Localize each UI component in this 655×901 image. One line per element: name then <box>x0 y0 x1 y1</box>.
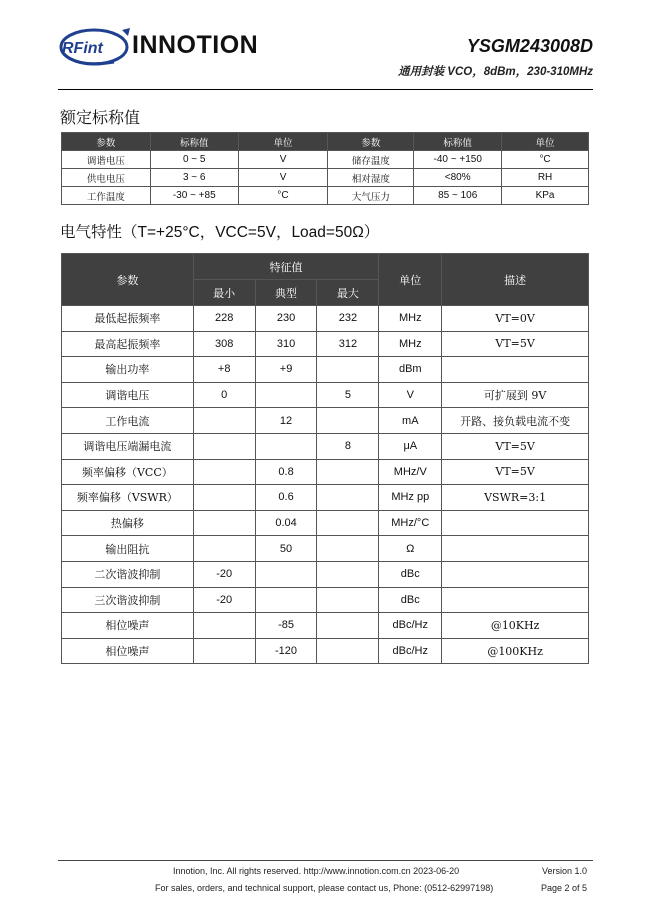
column-header: 参数 <box>62 133 151 151</box>
table-cell: +8 <box>193 357 255 383</box>
table-cell <box>193 485 255 511</box>
table-cell: dBc <box>379 587 442 613</box>
rated-values-table <box>61 132 589 205</box>
table-cell <box>317 408 379 434</box>
table-cell: 三次谐波抑制 <box>62 587 194 613</box>
table-row <box>62 187 589 205</box>
table-cell: 3 ~ 6 <box>150 169 238 187</box>
electrical-table-body <box>62 306 589 664</box>
table-cell: 0.8 <box>255 459 317 485</box>
table-row <box>62 408 589 434</box>
table-cell: 工作电流 <box>62 408 194 434</box>
table-row <box>62 510 589 536</box>
table-cell: 228 <box>193 306 255 332</box>
table-cell: VT=5V <box>442 331 589 357</box>
table-cell: V <box>379 382 442 408</box>
table-cell <box>193 433 255 459</box>
table-header-row <box>62 133 589 151</box>
table-cell: <80% <box>414 169 502 187</box>
column-header: 标称值 <box>150 133 238 151</box>
table-row <box>62 459 589 485</box>
column-header: 特征值 <box>193 254 379 280</box>
table-cell <box>442 561 589 587</box>
table-cell <box>317 510 379 536</box>
table-cell: MHz/°C <box>379 510 442 536</box>
table-cell: 12 <box>255 408 317 434</box>
table-cell: -20 <box>193 587 255 613</box>
table-row <box>62 638 589 664</box>
table-cell: dBm <box>379 357 442 383</box>
column-header: 最小 <box>193 280 255 306</box>
table-cell: VT=0V <box>442 306 589 332</box>
table-cell: 50 <box>255 536 317 562</box>
table-cell: 输出阻抗 <box>62 536 194 562</box>
footer-copyright: Innotion, Inc. All rights reserved. http://www.innotion.com.cn 2023-06-20 <box>173 866 460 876</box>
table-cell <box>317 536 379 562</box>
footer-contact: For sales, orders, and technical support, please contact us, Phone: (0512-62997198) <box>155 883 494 893</box>
table-cell: 二次谐波抑制 <box>62 561 194 587</box>
table-cell: 相对湿度 <box>328 169 414 187</box>
table-cell <box>193 459 255 485</box>
table-cell <box>442 510 589 536</box>
column-header: 单位 <box>502 133 589 151</box>
table-cell: MHz <box>379 331 442 357</box>
table-cell <box>255 382 317 408</box>
table-cell: 310 <box>255 331 317 357</box>
column-header: 典型 <box>255 280 317 306</box>
table-cell <box>317 561 379 587</box>
table-cell <box>442 536 589 562</box>
table-cell <box>317 485 379 511</box>
table-cell: RH <box>502 169 589 187</box>
table-cell: 0.04 <box>255 510 317 536</box>
table-cell: 230 <box>255 306 317 332</box>
table-cell: VT=5V <box>442 433 589 459</box>
column-header: 描述 <box>442 254 589 306</box>
table-cell <box>317 459 379 485</box>
table-cell: 最高起振频率 <box>62 331 194 357</box>
table-cell <box>193 510 255 536</box>
table-row <box>62 536 589 562</box>
rated-values-title: 额定标称值 <box>60 110 141 127</box>
table-row <box>62 587 589 613</box>
table-cell <box>317 587 379 613</box>
table-cell <box>317 357 379 383</box>
table-cell <box>255 433 317 459</box>
table-row <box>62 306 589 332</box>
table-cell: MHz/V <box>379 459 442 485</box>
table-cell <box>317 638 379 664</box>
column-header: 参数 <box>62 254 194 306</box>
table-cell: Ω <box>379 536 442 562</box>
table-cell: μA <box>379 433 442 459</box>
table-row <box>62 357 589 383</box>
electrical-characteristics-table <box>61 253 589 664</box>
table-row <box>62 485 589 511</box>
table-cell: dBc/Hz <box>379 613 442 639</box>
footer-page-number: Page 2 of 5 <box>540 883 587 893</box>
table-cell: 开路、接负载电流不变 <box>442 408 589 434</box>
svg-text:RFint: RFint <box>62 40 103 57</box>
table-cell: VSWR=3:1 <box>442 485 589 511</box>
column-header: 单位 <box>379 254 442 306</box>
table-cell: °C <box>238 187 328 205</box>
table-row <box>62 382 589 408</box>
table-cell: 供电电压 <box>62 169 151 187</box>
column-header: 单位 <box>238 133 328 151</box>
table-cell: 输出功率 <box>62 357 194 383</box>
table-cell: 232 <box>317 306 379 332</box>
table-cell: 最低起振频率 <box>62 306 194 332</box>
table-cell <box>193 536 255 562</box>
table-cell: MHz <box>379 306 442 332</box>
table-cell: mA <box>379 408 442 434</box>
table-header-row <box>62 254 589 280</box>
table-cell: 相位噪声 <box>62 638 194 664</box>
table-cell: 频率偏移（VCC） <box>62 459 194 485</box>
rfint-logo <box>58 24 136 70</box>
table-cell: KPa <box>502 187 589 205</box>
table-cell: 工作温度 <box>62 187 151 205</box>
table-cell: 调谐电压 <box>62 151 151 169</box>
table-cell: V <box>238 169 328 187</box>
table-cell <box>442 357 589 383</box>
product-subtitle: 通用封装 VCO，8dBm，230-310MHz <box>398 66 593 78</box>
column-header: 标称值 <box>414 133 502 151</box>
table-cell: 8 <box>317 433 379 459</box>
table-cell: 频率偏移（VSWR） <box>62 485 194 511</box>
table-cell: 热偏移 <box>62 510 194 536</box>
header-divider <box>58 89 593 90</box>
table-cell <box>193 638 255 664</box>
table-cell: VT=5V <box>442 459 589 485</box>
table-cell: 调谐电压 <box>62 382 194 408</box>
table-cell <box>255 587 317 613</box>
table-cell: @10KHz <box>442 613 589 639</box>
table-cell <box>442 587 589 613</box>
electrical-characteristics-title: 电气特性（T=+25°C，VCC=5V，Load=50Ω） <box>60 224 380 241</box>
column-header: 参数 <box>328 133 414 151</box>
table-cell: -30 ~ +85 <box>150 187 238 205</box>
model-number: YSGM243008D <box>466 36 593 56</box>
table-cell: dBc <box>379 561 442 587</box>
table-cell <box>255 561 317 587</box>
table-row <box>62 331 589 357</box>
table-cell: 大气压力 <box>328 187 414 205</box>
footer-version: Version 1.0 <box>541 866 587 876</box>
table-cell: -85 <box>255 613 317 639</box>
table-cell: °C <box>502 151 589 169</box>
table-cell: 相位噪声 <box>62 613 194 639</box>
table-row <box>62 433 589 459</box>
table-cell: 0 ~ 5 <box>150 151 238 169</box>
table-cell: 0 <box>193 382 255 408</box>
table-cell <box>193 408 255 434</box>
table-cell: dBc/Hz <box>379 638 442 664</box>
table-row <box>62 169 589 187</box>
column-header: 最大 <box>317 280 379 306</box>
table-cell: 可扩展到 9V <box>442 382 589 408</box>
table-cell: MHz pp <box>379 485 442 511</box>
table-row <box>62 151 589 169</box>
table-cell: +9 <box>255 357 317 383</box>
table-cell: V <box>238 151 328 169</box>
footer-divider <box>58 860 593 861</box>
brand-name: INNOTION <box>132 31 259 59</box>
table-cell: 0.6 <box>255 485 317 511</box>
table-cell: @100KHz <box>442 638 589 664</box>
table-cell: 312 <box>317 331 379 357</box>
table-cell: 储存温度 <box>328 151 414 169</box>
table-cell: 85 ~ 106 <box>414 187 502 205</box>
table-cell: -20 <box>193 561 255 587</box>
table-cell: -40 ~ +150 <box>414 151 502 169</box>
table-cell: 308 <box>193 331 255 357</box>
table-cell: 5 <box>317 382 379 408</box>
table-cell <box>317 613 379 639</box>
table-cell <box>193 613 255 639</box>
table-row <box>62 561 589 587</box>
table-cell: -120 <box>255 638 317 664</box>
table-row <box>62 613 589 639</box>
table-cell: 调谐电压端漏电流 <box>62 433 194 459</box>
